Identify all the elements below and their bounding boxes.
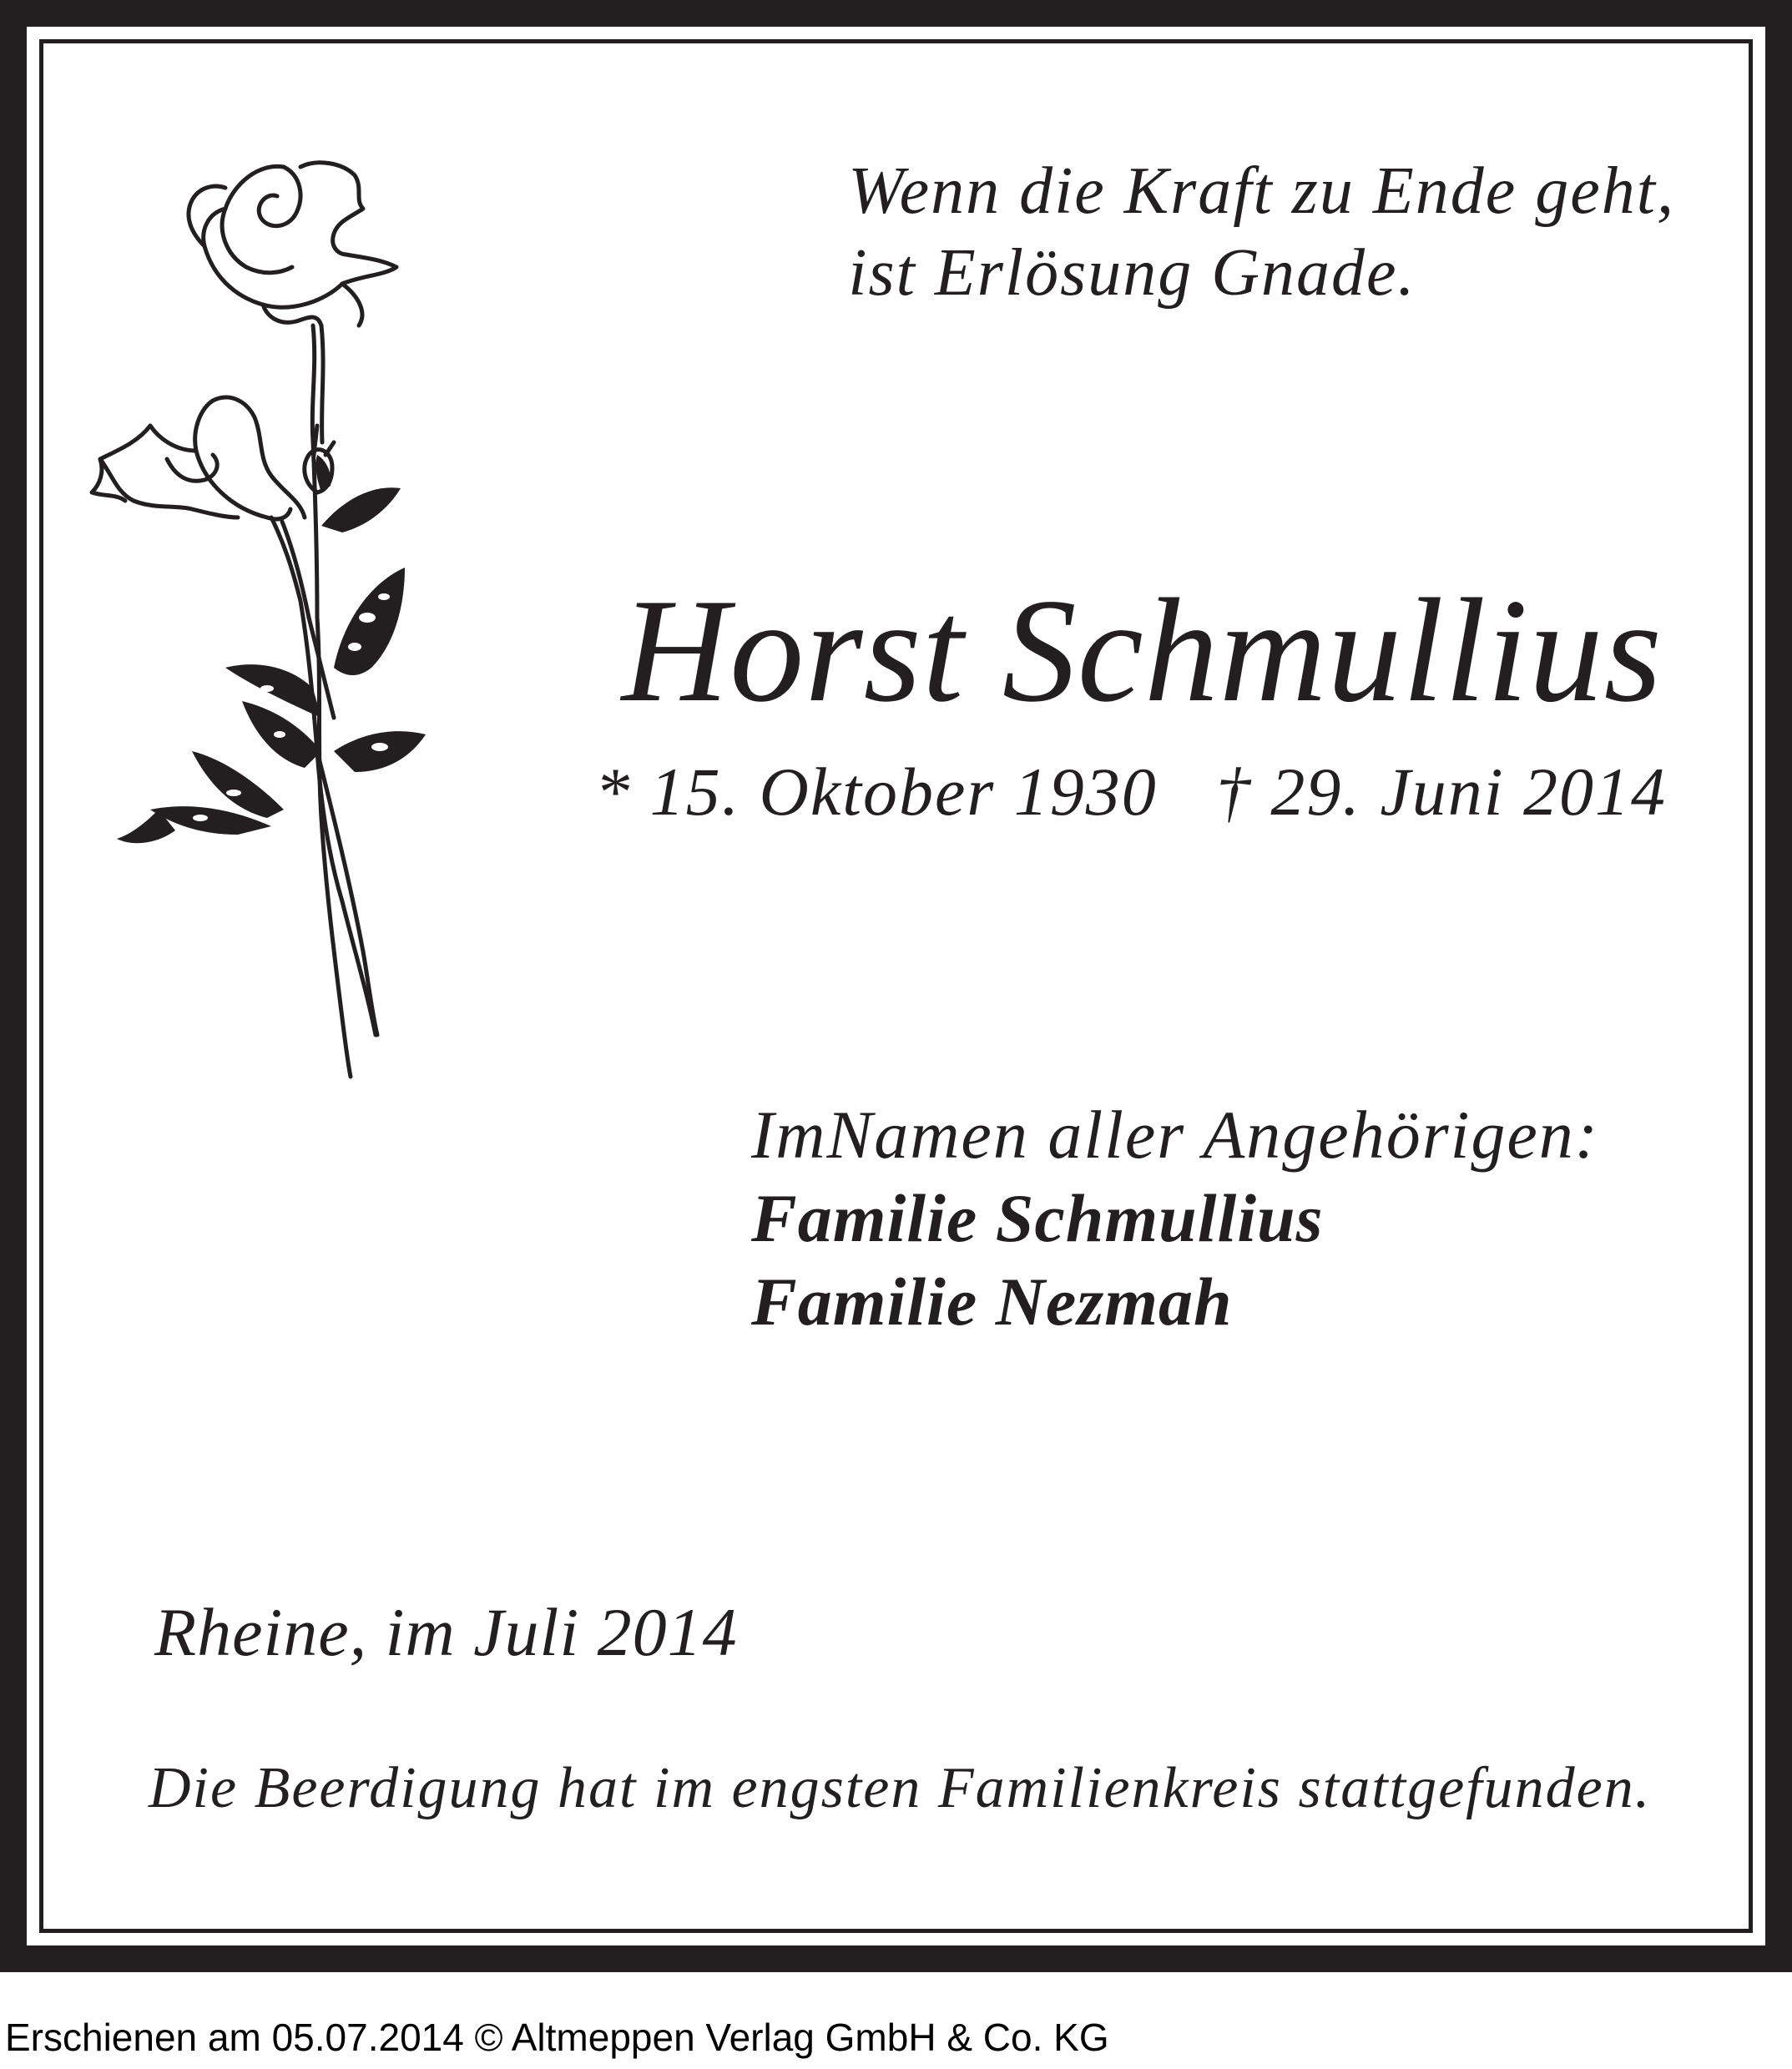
- motto: [848, 150, 1675, 314]
- death-date: † 29. Juni 2014: [1215, 754, 1667, 830]
- publication-footer: Erschienen am 05.07.2014 © Altmeppen Verlag GmbH & Co. KG: [5, 2016, 1109, 2059]
- rose-icon: [67, 150, 501, 1085]
- life-dates: [595, 754, 1667, 830]
- family-name-1: Familie Schmullius: [751, 1180, 1324, 1256]
- motto-line-1: Wenn die Kraft zu Ende geht,: [848, 154, 1675, 228]
- place-date: Rheine, im Juli 2014: [154, 1594, 738, 1670]
- family-signature: [751, 1093, 1599, 1344]
- family-intro: ImNamen aller Angehörigen:: [751, 1097, 1600, 1173]
- birth-date: * 15. Oktober 1930: [595, 754, 1158, 830]
- deceased-name: Horst Schmullius: [621, 568, 1663, 733]
- family-name-2: Familie Nezmah: [751, 1264, 1233, 1340]
- motto-line-2: ist Erlösung Gnade.: [848, 236, 1416, 310]
- burial-note: Die Beerdigung hat im engsten Familienkreis stattgefunden.: [149, 1756, 1652, 1820]
